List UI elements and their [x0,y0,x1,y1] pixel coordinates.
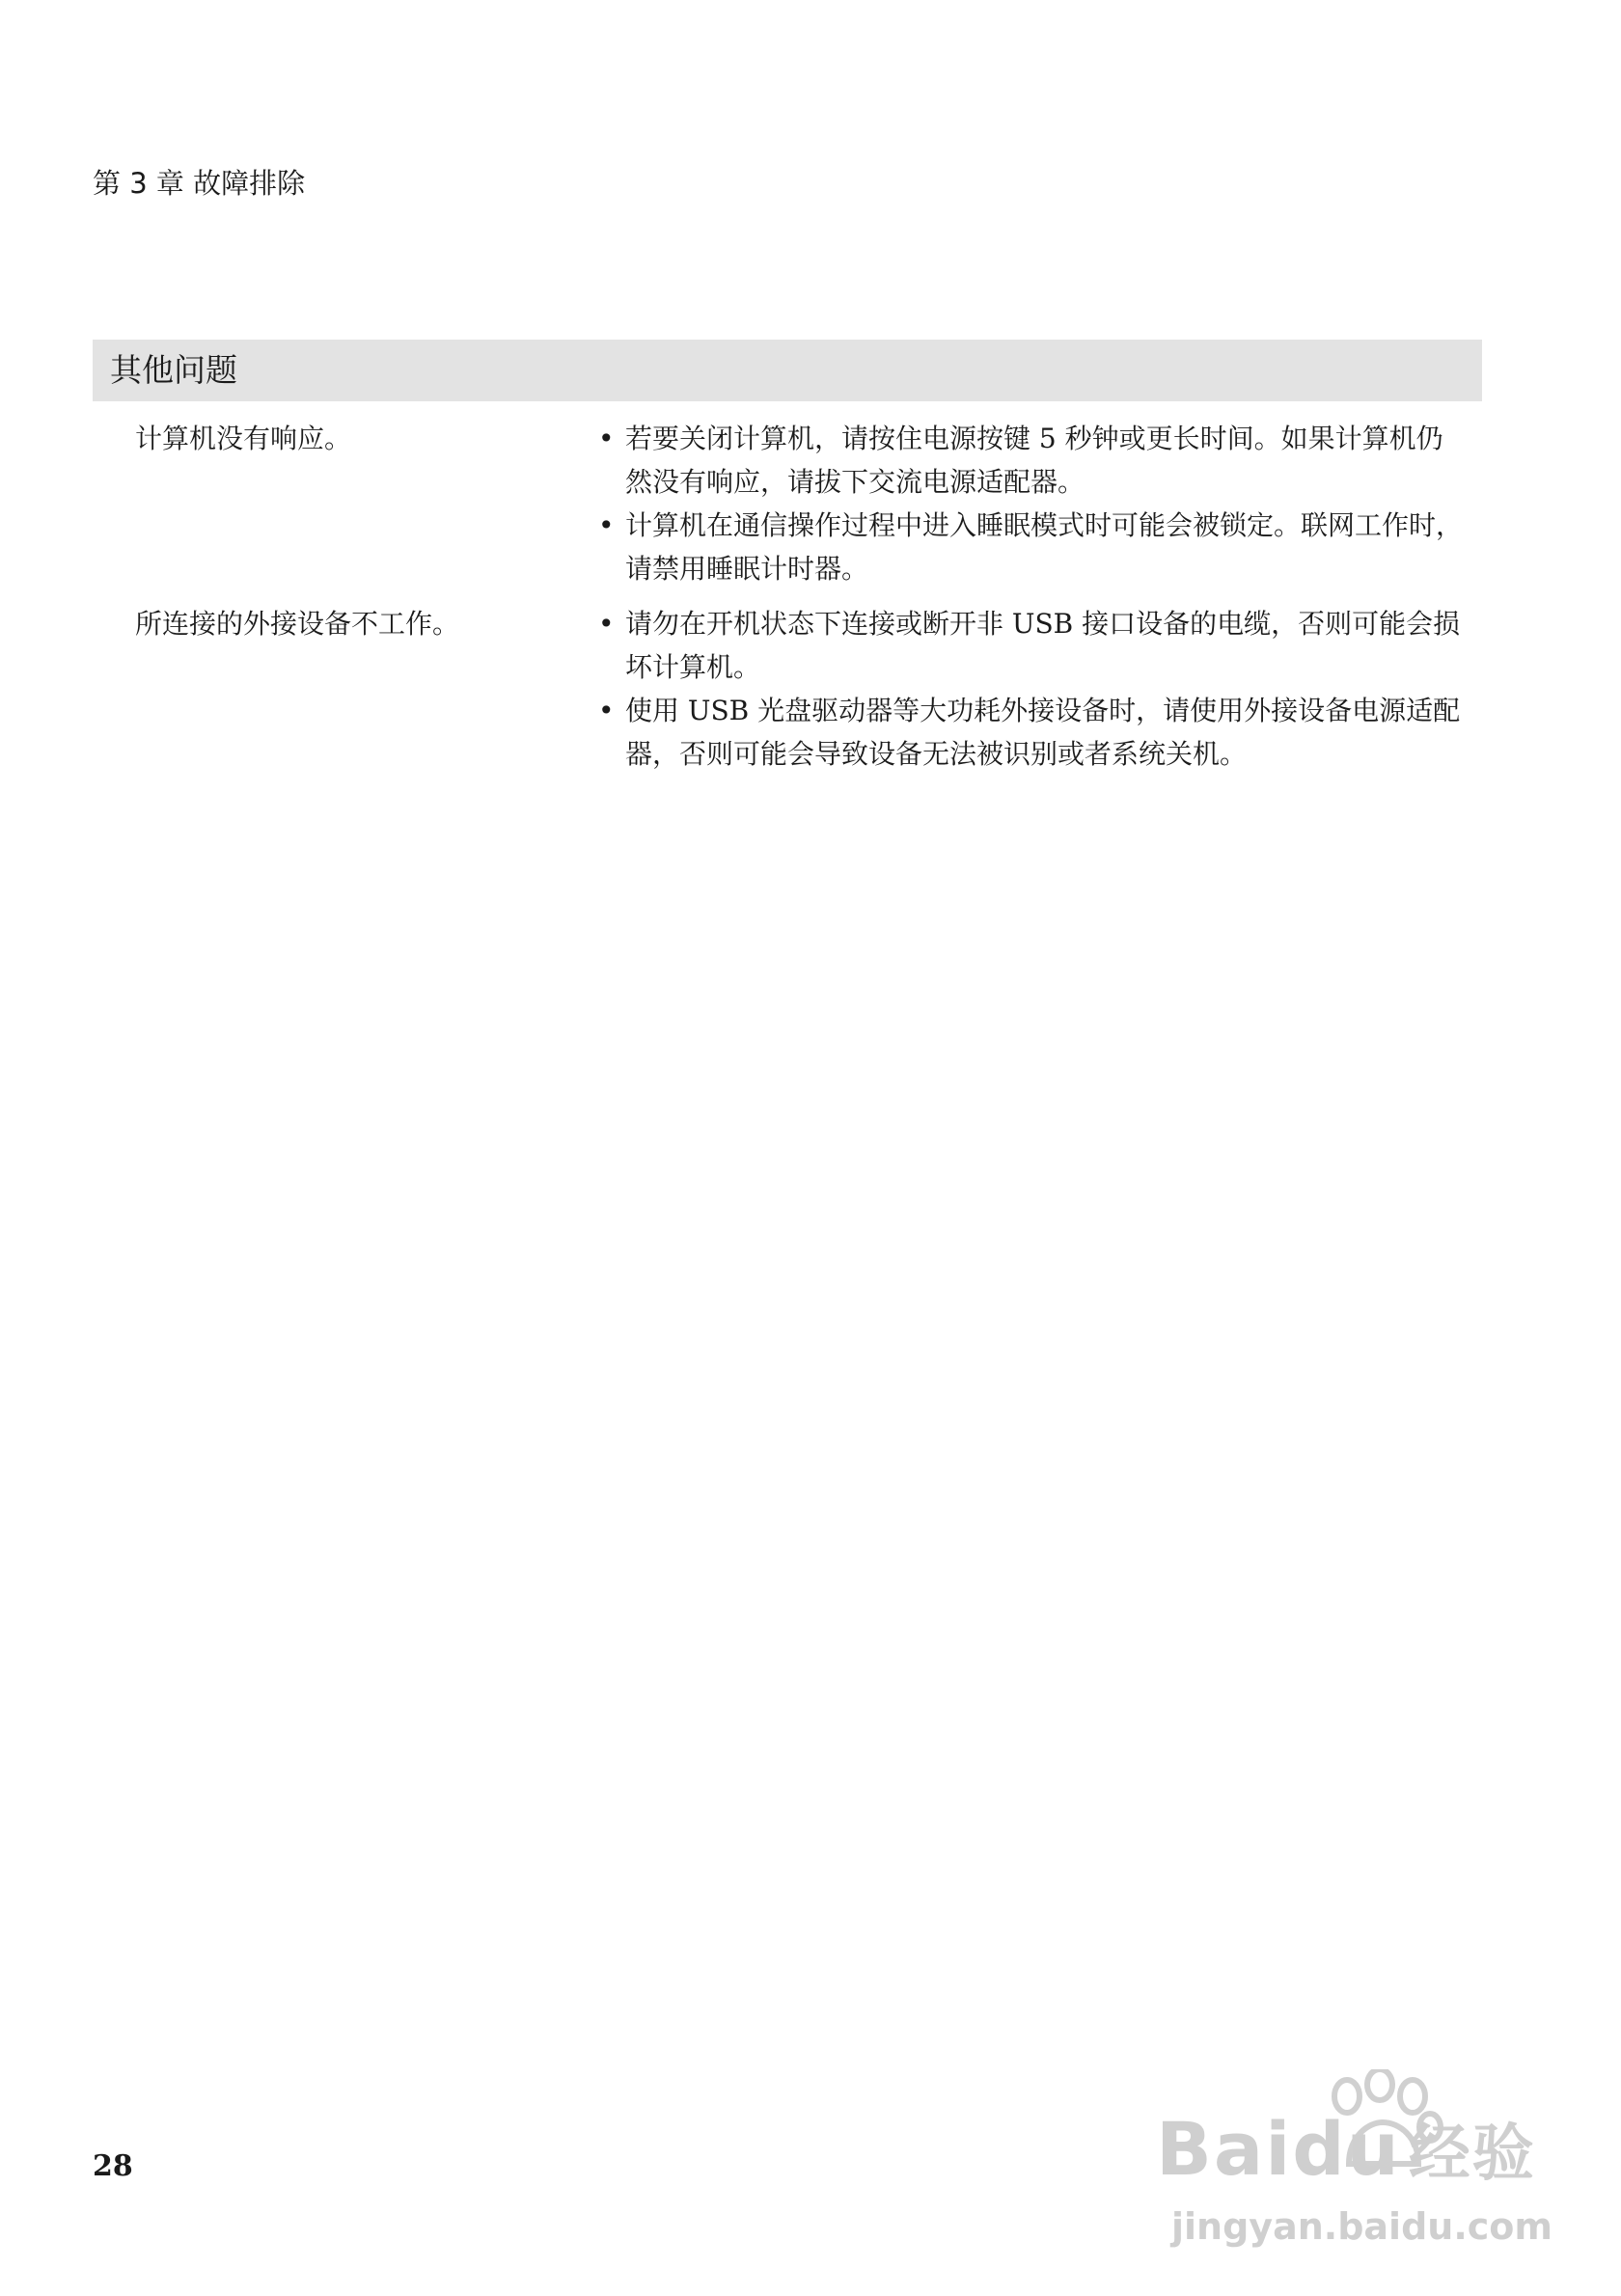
solution-item [598,689,1467,776]
solution-list [598,417,1467,590]
page-number: 28 [93,2149,133,2183]
solution-text: 使用 USB 光盘驱动器等大功耗外接设备时，请使用外接设备电源适配器，否则可能会导致设备无法被识别或者系统关机。 [625,695,1461,770]
solution-text: 请勿在开机状态下连接或断开非 USB 接口设备的电缆，否则可能会损坏计算机。 [625,608,1461,683]
solution-text: 若要关闭计算机，请按住电源按键 5 秒钟或更长时间。如果计算机仍然没有响应，请拔下交流电源适配器。 [625,423,1443,498]
solution-item [598,602,1467,689]
baidu-watermark [1156,2069,1561,2253]
section-header-bar [93,340,1482,401]
bullet-icon: • [598,509,615,541]
chapter-heading: 第 3 章 故障排除 [93,167,306,200]
watermark-brand-text: Baidu [1156,2106,1401,2192]
bullet-icon: • [598,608,615,640]
problem-text: 计算机没有响应。 [135,423,352,454]
bullet-icon: • [598,695,615,726]
solution-item [598,504,1467,590]
solution-text: 计算机在通信操作过程中进入睡眠模式时可能会被锁定。联网工作时，请禁用睡眠计时器。 [625,509,1464,585]
solution-list [598,602,1467,776]
section-title: 其他问题 [110,351,237,389]
problem-text: 所连接的外接设备不工作。 [135,608,460,640]
watermark-url: jingyan.baidu.com [1171,2205,1552,2248]
bullet-icon: • [598,423,615,454]
watermark-brand-cn: 经验 [1408,2118,1536,2190]
solution-item [598,417,1467,504]
watermark-brand [1156,2106,1536,2198]
